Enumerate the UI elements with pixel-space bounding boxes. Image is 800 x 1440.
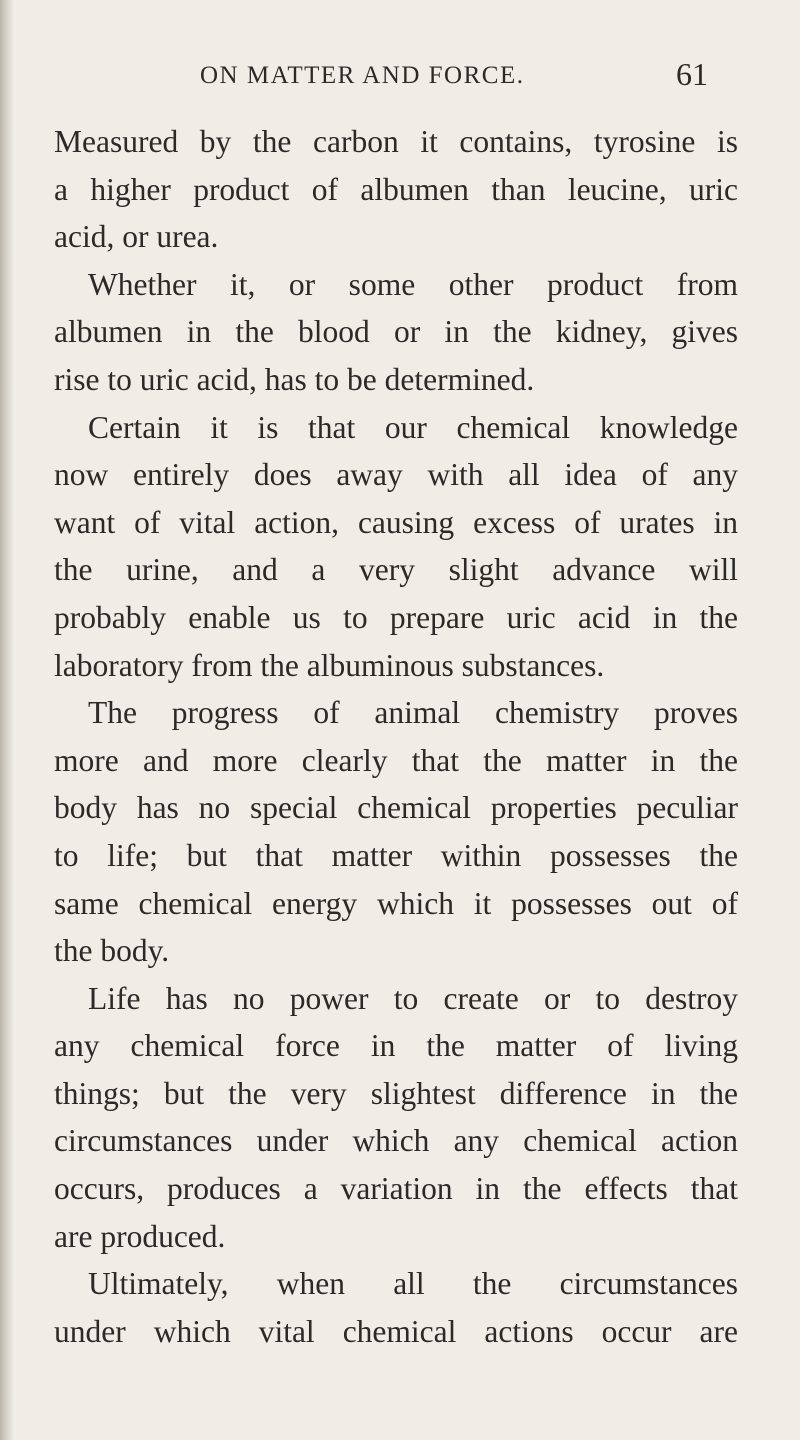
text-line: laboratory from the albuminous substances. bbox=[54, 647, 605, 683]
text-line: any chemical force in the matter of living bbox=[54, 1028, 738, 1064]
text-line: rise to uric acid, has to be determined. bbox=[54, 361, 535, 397]
text-line: under which vital chemical actions occur are bbox=[54, 1313, 738, 1349]
text-line: Ultimately, when all the circumstances bbox=[88, 1266, 738, 1302]
body-text bbox=[54, 118, 738, 1355]
page-number: 61 bbox=[676, 56, 708, 92]
text-line: want of vital action, causing excess of urates in bbox=[54, 504, 738, 540]
text-line: same chemical energy which it possesses out of bbox=[54, 885, 738, 921]
text-line: are produced. bbox=[54, 1218, 226, 1254]
text-line: occurs, produces a variation in the effects that bbox=[54, 1171, 738, 1207]
text-line: things; but the very slightest difference in the bbox=[54, 1075, 738, 1111]
text-line: Life has no power to create or to destroy bbox=[88, 980, 738, 1016]
text-line: more and more clearly that the matter in the bbox=[54, 742, 738, 778]
text-line: albumen in the blood or in the kidney, gives bbox=[54, 314, 738, 350]
text-line: Certain it is that our chemical knowledge bbox=[88, 409, 738, 445]
text-line: The progress of animal chemistry proves bbox=[88, 695, 738, 731]
text-line: the urine, and a very slight advance will bbox=[54, 552, 738, 588]
text-line: probably enable us to prepare uric acid in the bbox=[54, 599, 738, 635]
running-head: ON MATTER AND FORCE. bbox=[200, 62, 525, 89]
text-line: circumstances under which any chemical action bbox=[54, 1123, 738, 1159]
text-line: to life; but that matter within possesses the bbox=[54, 837, 738, 873]
text-line: a higher product of albumen than leucine, uric bbox=[54, 171, 738, 207]
text-line: acid, or urea. bbox=[54, 219, 219, 255]
text-line: Whether it, or some other product from bbox=[88, 266, 738, 302]
text-line: body has no special chemical properties peculiar bbox=[54, 790, 738, 826]
text-line: the body. bbox=[54, 933, 170, 969]
text-line: now entirely does away with all idea of any bbox=[54, 457, 738, 493]
text-line: Measured by the carbon it contains, tyrosine is bbox=[54, 124, 738, 159]
